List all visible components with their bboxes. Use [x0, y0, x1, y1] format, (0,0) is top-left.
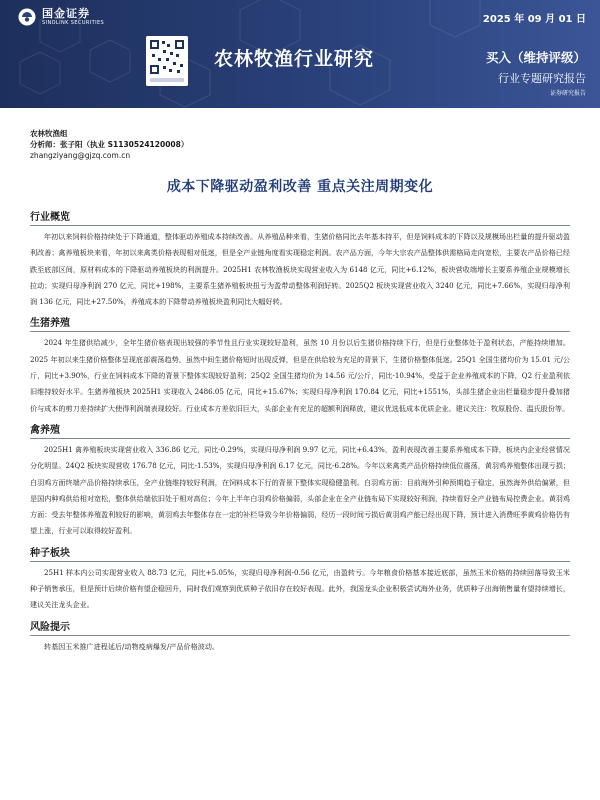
section-industry-overview	[30, 210, 570, 310]
analyst-info	[30, 128, 188, 161]
report-category: 证券研究报告	[549, 90, 586, 97]
section-heading: 生猪养殖	[30, 318, 70, 330]
report-type: 行业专题研究报告	[498, 72, 586, 85]
rating-label: 买入（维持评级）	[485, 50, 586, 65]
section-divider	[30, 635, 570, 636]
section-risk-warning	[30, 620, 570, 655]
brand-mark-icon	[18, 8, 36, 26]
main-title: 成本下降驱动盈利改善 重点关注周期变化	[166, 179, 434, 195]
section-paragraph: 25H1 样本内公司实现营业收入 88.73 亿元，同比+5.05%，实现归母净利润-0.56 亿元，由盈转亏。今年粮食价格基本接近底部，虽然玉米价格的持续回落导致玉米种子销售承压，但是预计后续价格有望企稳回升，同时我们观察到优质种子依旧存在较好表现。此外，我国龙头企业积极尝试海外业务，优质种子出海销售量有望持续增长，建议关注龙头企业。	[30, 567, 570, 610]
analyst-name: 分析师：张子阳（执业 S1130524120008）	[30, 140, 189, 149]
header-banner	[0, 0, 600, 108]
section-heading: 种子板块	[30, 547, 70, 559]
section-heading: 行业概览	[30, 212, 70, 223]
section-divider	[30, 331, 570, 332]
report-date: 2025 年 09 月 01 日	[482, 14, 586, 25]
section-paragraph: 2025H1 禽养殖板块实现营业收入 336.86 亿元，同比-0.29%，实现归母净利润 9.97 亿元，同比+6.43%，盈利表现改善主要系养殖成本下降，板块内企业经营情况分化明显。24Q2 板块实现营收 176.78 亿元，同比-1.53%，实现归母净利润 6.17 亿元，同比-6.28%。今年以来禽类产品价格持续低位震荡，黄羽鸡养殖整体出现亏损；白羽鸡方面终端产品价格持续承压，全产业链维持较好利润，在饲料成本下行的背景下整体实现稳健盈利。白羽鸡方面：目前海外引种预期趋于稳定，虽然海外供给偏紧，但是国内种鸡供给相对宽松，整体供给端依旧处于相对高位；今年上半年白羽鸡价格偏弱，头部企业在全产业链布局下实现较好利润，持续看好全产业链布局控费企业。黄羽鸡方面：受去年整体养殖盈利较好的影响，黄羽鸡去年整体存在一定的补栏导致今年价格偏弱，经历一段时间亏损后黄羽鸡产能已经出现下降，预计进入消费旺季黄鸡价格仍有望上涨，行业可以取得较好盈利。	[30, 444, 570, 536]
section-divider	[30, 561, 570, 562]
section-heading: 风险提示	[30, 621, 70, 633]
section-paragraph: 2024 年生猪供给减少，全年生猪价格表现出较强的季节性且行业实现较好盈利，虽然 10 月份以后生猪价格持续下行，但是行业整体处于盈利状态，产能持续增加。2025 年初以来生猪价格整体呈现底部震荡趋势，虽然中间生猪价格短时出现反弹，但是在供给较为充足的背景下，生猪价格整体低迷。25Q1 全国生猪均价为 15.01 元/公斤，同比+3.90%，行业在饲料成本下降的背景下整体实现较好盈利；25Q2 全国生猪均价为 14.56 元/公斤，同比-10.94%，受益于企业养殖成本的下降，Q2 行业盈利依旧维持较好水平。生猪养殖板块 2025H1 实现收入 2486.05 亿元，同比+15.67%；实现归母净利润 170.84 亿元，同比+1551%，头部生猪企业出栏量稳步提升叠加猪价与成本的剪刀差持续扩大使得利润端表现较好。行业成本方差依旧巨大，头部企业有充足的超额利润释放，建议优选低成本优质企业。建议关注：牧原股份、温氏股份等。	[30, 338, 570, 413]
brand-name-en: SINOLINK SECURITIES	[42, 20, 105, 26]
section-seeds	[30, 546, 570, 614]
report-body	[30, 210, 570, 661]
brand-name-cn: 国金证券	[42, 7, 90, 20]
qr-code-icon	[146, 36, 188, 86]
brand-logo	[18, 8, 104, 26]
section-divider	[30, 438, 570, 439]
section-hog-farming	[30, 316, 570, 416]
section-paragraph: 年初以来饲料价格持续处于下降通道，整体驱动养殖成本持续改善。从养殖品种来看，生猪价格同比去年基本持平，但是饲料成本的下降以及规模场出栏量的提升驱动盈利改善；禽养殖板块来看，年初以来禽类价格表现相对低迷，但是全产业链角度看实现稳定利润。农产品方面，今年大宗农产品整体供需格局走向宽松，主要农产品价格已经跌至底部区间，原材料成本的下降驱动养殖板块的利润提升。2025H1 农林牧渔板块实现营业收入为 6148 亿元，同比+6.12%，板块营收端增长主要系养殖企业规模增长拉动；实现归母净利润 270 亿元，同比+198%，主要系生猪养殖板块扭亏为盈带动整体利润好转。2025Q2 板块实现营业收入 3240 亿元，同比+7.66%，实现归母净利润 136 亿元，同比+27.50%，养殖成本的下降带动养殖板块盈利同比大幅好转。	[30, 232, 570, 307]
section-divider	[30, 225, 570, 226]
analyst-team: 农林牧渔组	[30, 129, 68, 138]
report-title: 农林牧渔行业研究	[214, 48, 375, 70]
section-paragraph: 转基因玉米推广进程延后/动物疫病爆发/产品价格波动。	[44, 641, 220, 651]
analyst-email: zhangziyang@gjzq.com.cn	[30, 151, 131, 160]
section-heading: 禽养殖	[30, 424, 60, 436]
section-poultry-farming	[30, 423, 570, 540]
